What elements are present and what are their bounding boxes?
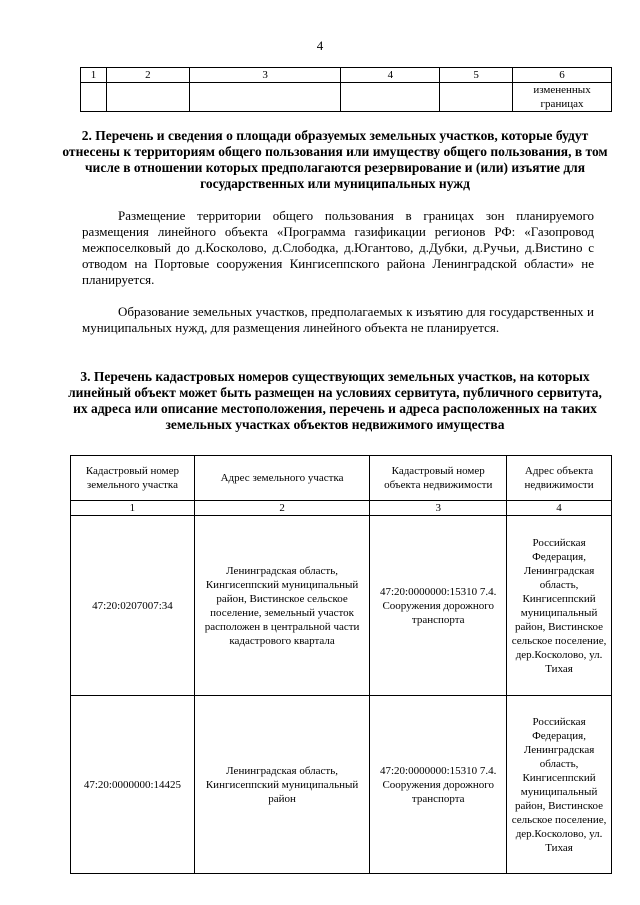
table-row — [71, 696, 612, 874]
header-cadastral-number: Кадастровый номер земельного участка — [71, 456, 195, 501]
header-object-address: Адрес объекта недвижимости — [507, 456, 612, 501]
paragraph-text: Размещение территории общего пользования в границах зон планируемого размещения линейного объекта «Программа газификации регионов РФ: «Газопровод межпоселковый до д.Косколово, д.Слободка, д.Югантово, д.Дубки, д.Ручьи, д.Вистино с отводом на Портовые сооружения Кингисеппского района Ленинградской области» не планируется. — [82, 208, 594, 287]
col-number: 1 — [71, 501, 195, 516]
table-cell — [440, 83, 513, 112]
col-number: 2 — [194, 501, 369, 516]
object-number-cell: 47:20:0000000:15310 7.4. Сооружения дорожного транспорта — [370, 516, 507, 696]
table-header-row — [81, 68, 612, 83]
object-address-cell: Российская Федерация, Ленинградская область, Кингисеппский муниципальный район, Вистинское сельское поселение, дер.Косколово, ул. Тихая — [507, 516, 612, 696]
header-object-number: Кадастровый номер объекта недвижимости — [370, 456, 507, 501]
table-row — [81, 83, 612, 112]
section-2-paragraph-2 — [82, 304, 594, 336]
col-number: 6 — [513, 68, 612, 83]
header-land-address: Адрес земельного участка — [194, 456, 369, 501]
land-address-cell: Ленинградская область, Кингисеппский муниципальный район — [194, 696, 369, 874]
page-number: 4 — [316, 38, 324, 53]
col-number: 5 — [440, 68, 513, 83]
section-3-heading: 3. Перечень кадастровых номеров существующих земельных участков, на которых линейный объект может быть размещен на условиях сервитута, публичного сервитута, их адреса или описание местоположения, перечень и адреса расположенных на таких земельных участках объектов недвижимого имущества — [68, 369, 602, 432]
col-number: 3 — [370, 501, 507, 516]
table-header-row — [71, 456, 612, 501]
table-cell — [341, 83, 440, 112]
paragraph-text: Образование земельных участков, предполагаемых к изъятию для государственных и муниципальных нужд, для размещения линейного объекта не планируется. — [82, 304, 594, 335]
table-cell — [189, 83, 341, 112]
table-cell: измененных границах — [513, 83, 612, 112]
table-number-row — [71, 501, 612, 516]
cadastral-number-cell: 47:20:0207007:34 — [71, 516, 195, 696]
col-number: 4 — [341, 68, 440, 83]
table-cell — [81, 83, 107, 112]
col-number: 2 — [106, 68, 189, 83]
col-number: 1 — [81, 68, 107, 83]
section-2-heading: 2. Перечень и сведения о площади образуемых земельных участков, которые будут отнесены к территориям общего пользования или имуществу общего пользования, в том числе в отношении которых предполагаются резервирование и (или) изъятие для государственных или муниципальных нужд — [62, 128, 608, 191]
col-number: 4 — [507, 501, 612, 516]
table-row — [71, 516, 612, 696]
object-address-cell: Российская Федерация, Ленинградская область, Кингисеппский муниципальный район, Вистинское сельское поселение, дер.Косколово, ул. Тихая — [507, 696, 612, 874]
cadastral-table — [70, 455, 612, 874]
col-number: 3 — [189, 68, 341, 83]
table-cell — [106, 83, 189, 112]
section-2-paragraph-1 — [82, 208, 594, 288]
land-address-cell: Ленинградская область, Кингисеппский муниципальный район, Вистинское сельское поселение, земельный участок расположен в центральной части кадастрового квартала — [194, 516, 369, 696]
object-number-cell: 47:20:0000000:15310 7.4. Сооружения дорожного транспорта — [370, 696, 507, 874]
cadastral-number-cell: 47:20:0000000:14425 — [71, 696, 195, 874]
continuation-table — [80, 67, 612, 112]
